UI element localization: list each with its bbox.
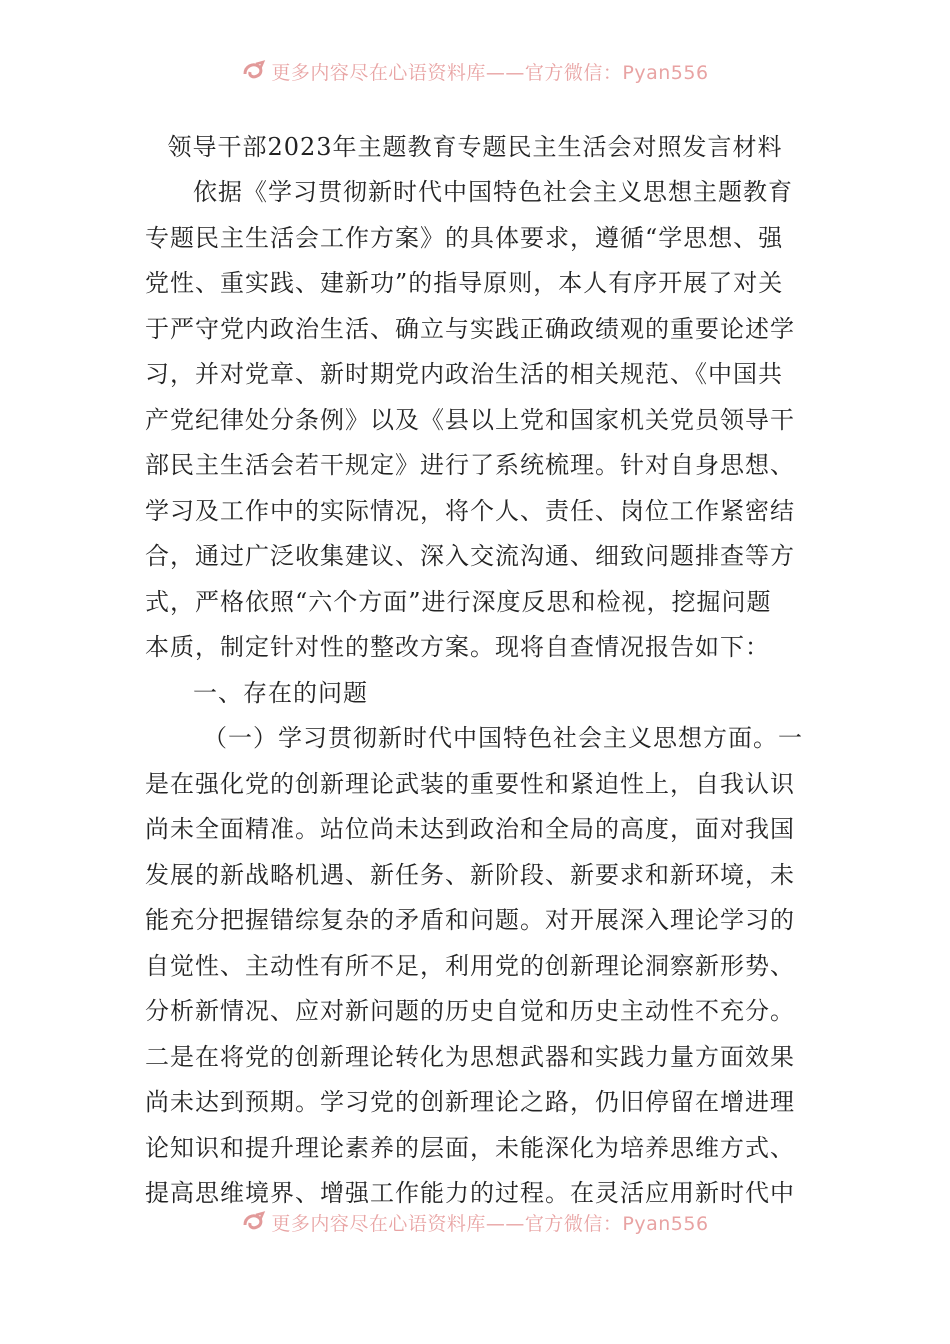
section-heading: 一、存在的问题 bbox=[193, 678, 368, 707]
paragraph-line: 论知识和提升理论素养的层面，未能深化为培养思维方式、 bbox=[145, 1133, 795, 1162]
document-title: 领导干部2023年主题教育专题民主生活会对照发言材料 bbox=[167, 133, 783, 161]
document-body bbox=[145, 170, 810, 1217]
paragraph-line: 提高思维境界、增强工作能力的过程。在灵活应用新时代中 bbox=[145, 1179, 795, 1207]
paragraph-line: 二是在将党的创新理论转化为思想武器和实践力量方面效果 bbox=[145, 1042, 795, 1071]
paragraph-line: 学习及工作中的实际情况，将个人、责任、岗位工作紧密结 bbox=[145, 496, 795, 525]
subsection-heading: （一）学习贯彻新时代中国特色社会主义思想方面。一 bbox=[203, 724, 803, 752]
paragraph-line: 专题民主生活会工作方案》的具体要求，遵循“学思想、强 bbox=[145, 223, 784, 252]
paragraph-line: 习，并对党章、新时期党内政治生活的相关规范、《中国共 bbox=[145, 360, 783, 388]
paragraph-line: 本质，制定针对性的整改方案。现将自查情况报告如下： bbox=[145, 633, 770, 661]
paragraph-line: 分析新情况、应对新问题的历史自觉和历史主动性不充分。 bbox=[145, 997, 795, 1025]
watermark-text: 更多内容尽在心语资料库——官方微信：Pyan556 bbox=[271, 62, 709, 84]
paragraph-line: 式，严格依照“六个方面”进行深度反思和检视，挖掘问题 bbox=[145, 587, 772, 616]
paragraph-line: 部民主生活会若干规定》进行了系统梳理。针对自身思想、 bbox=[145, 451, 795, 479]
watermark-text: 更多内容尽在心语资料库——官方微信：Pyan556 bbox=[271, 1213, 709, 1235]
paragraph-line: 党性、重实践、建新功”的指导原则，本人有序开展了对关 bbox=[145, 269, 784, 297]
watermark-header bbox=[0, 58, 950, 87]
paragraph-line: 产党纪律处分条例》以及《县以上党和国家机关党员领导干 bbox=[145, 405, 795, 434]
paragraph-line: 于严守党内政治生活、确立与实践正确政绩观的重要论述学 bbox=[145, 314, 795, 343]
paragraph-line: 尚未达到预期。学习党的创新理论之路，仍旧停留在增进理 bbox=[145, 1088, 795, 1116]
logo-icon bbox=[241, 60, 267, 87]
watermark-footer bbox=[0, 1209, 950, 1238]
paragraph-line: 能充分把握错综复杂的矛盾和问题。对开展深入理论学习的 bbox=[145, 906, 795, 934]
paragraph-line: 合，通过广泛收集建议、深入交流沟通、细致问题排查等方 bbox=[145, 542, 795, 570]
paragraph-line: 发展的新战略机遇、新任务、新阶段、新要求和新环境，未 bbox=[145, 860, 795, 889]
logo-icon bbox=[241, 1211, 267, 1238]
paragraph-line: 是在强化党的创新理论武装的重要性和紧迫性上，自我认识 bbox=[145, 769, 795, 798]
paragraph-line: 自觉性、主动性有所不足，利用党的创新理论洞察新形势、 bbox=[145, 951, 795, 980]
paragraph-line: 依据《学习贯彻新时代中国特色社会主义思想主题教育 bbox=[193, 178, 793, 206]
paragraph-line: 尚未全面精准。站位尚未达到政治和全局的高度，面对我国 bbox=[145, 815, 795, 843]
